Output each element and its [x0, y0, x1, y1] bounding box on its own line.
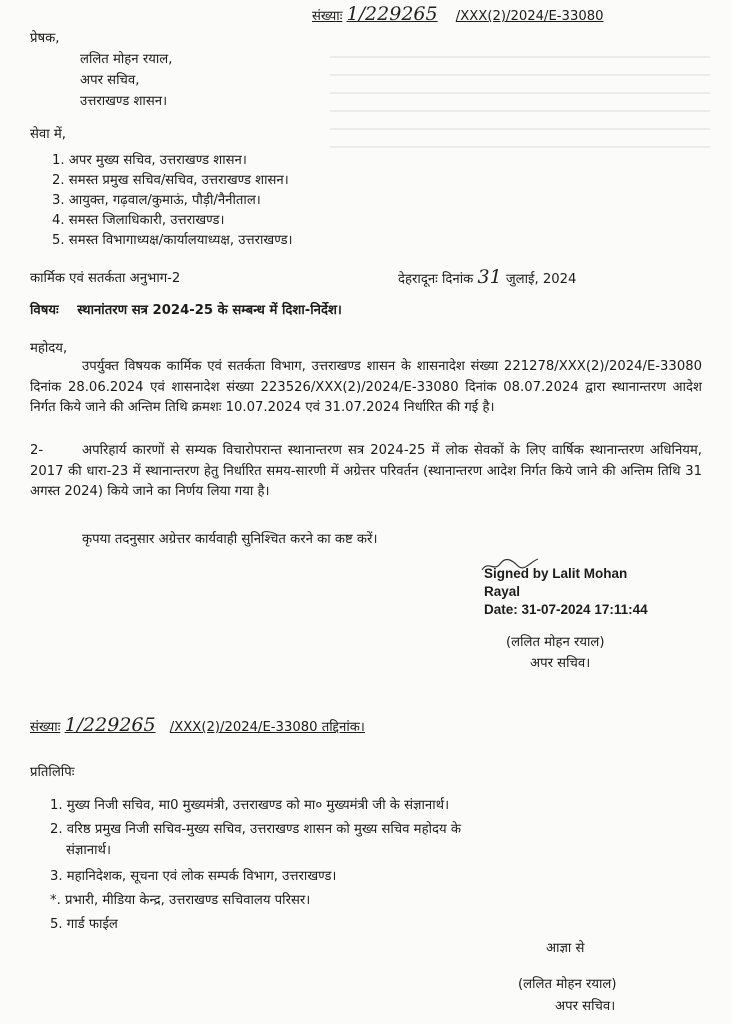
reference-suffix: /XXX(2)/2024/E-33080 तद्दिनांक।: [169, 720, 365, 735]
copy-item: 3. महानिदेशक, सूचना एवं लोक सम्पर्क विभाग, उत्तराखण्ड।: [50, 869, 337, 884]
signature-date: Date: 31-07-2024 17:11:44: [484, 602, 648, 617]
paragraph-2: [30, 441, 702, 503]
copy-item: 1. मुख्य निजी सचिव, मा0 मुख्यमंत्री, उत्तराखण्ड को मा० मुख्यमंत्री जी के संज्ञानार्थ।: [50, 798, 450, 813]
copy-item: 2. वरिष्ठ प्रमुख निजी सचिव-मुख्य सचिव, उत्तराखण्ड शासन को मुख्य सचिव महोदय के: [50, 822, 461, 837]
closing-signatory-designation: अपर सचिव।: [555, 999, 616, 1014]
copy-item: *. प्रभारी, मीडिया केन्द्र, उत्तराखण्ड सचिवालय परिसर।: [50, 893, 311, 908]
sender-designation: अपर सचिव,: [80, 73, 140, 88]
recipient-item: 4. समस्त जिलाधिकारी, उत्तराखण्ड।: [52, 213, 225, 228]
reference-handwritten-number: 1/229265: [64, 714, 156, 736]
sender-office: उत्तराखण्ड शासन।: [80, 94, 168, 109]
by-order: आज्ञा से: [546, 941, 585, 956]
subject-text: स्थानांतरण सत्र 2024-25 के सम्बन्ध में दिशा-निर्देश।: [77, 303, 342, 318]
salutation: महोदय,: [30, 341, 68, 356]
reference-label: संख्याः: [312, 9, 343, 24]
recipient-item: 3. आयुक्त, गढ़वाल/कुमाऊं, पौड़ी/नैनीताल।: [52, 193, 261, 208]
recipient-item: 1. अपर मुख्य सचिव, उत्तराखण्ड शासन।: [52, 153, 247, 168]
signatory-name: (ललित मोहन रयाल): [506, 635, 605, 650]
paragraph-2-text: अपरिहार्य कारणों से सम्यक विचारोपरान्त स्थानान्तरण सत्र 2024-25 में लोक सेवकों के लिए वार्षिक स्थानान्तरण अधिनियम, 2017 की धारा-23 में स्थानान्तरण हेतु निर्धारित समय-सारणी में अग्रेत्तर परिवर्तन (स्थानान्तरण आदेश निर्गत किये जाने की अन्तिम तिथि 31 अगस्त 2024) किये जाने का निर्णय लिया गया है।: [30, 443, 702, 499]
paragraph-1-text: उपर्युक्त विषयक कार्मिक एवं सतर्कता विभाग, उत्तराखण्ड शासन के शासनादेश संख्या 221278/XXX(2)/2024/E-33080 दिनांक 28.06.2024 एवं शासनादेश संख्या 223526/XXX(2)/2024/E-33080 दिनांक 08.07.2024 द्वारा स्थानान्तरण आदेश निर्गत किये जाने की अन्तिम तिथि क्रमशः 10.07.2024 एवं 31.07.2024 निर्धारित की गई है।: [30, 359, 702, 415]
paragraph-3: [30, 530, 702, 551]
signature-signed-by: Signed by Lalit Mohan: [484, 566, 628, 581]
reference-suffix: /XXX(2)/2024/E-33080: [455, 9, 604, 24]
subject-line: [30, 300, 342, 318]
copy-item-continuation: संज्ञानार्थ।: [66, 843, 111, 858]
paragraph-1: [30, 357, 702, 419]
recipient-item: 5. समस्त विभागाध्यक्ष/कार्यालयाध्यक्ष, उत्तराखण्ड।: [52, 233, 293, 248]
date-rest: जुलाई, 2024: [505, 272, 577, 287]
recipients-heading: सेवा में,: [30, 127, 66, 142]
closing-signatory-name: (ललित मोहन रयाल): [518, 977, 617, 992]
signatory-designation: अपर सचिव।: [530, 656, 591, 671]
reference-number-bottom: [30, 714, 365, 736]
section-name: कार्मिक एवं सतर्कता अनुभाग-2: [30, 271, 181, 286]
sender-name: ललित मोहन रयाल,: [80, 52, 173, 67]
copy-heading: प्रतिलिपिः: [30, 765, 75, 780]
date-handwritten-day: 31: [477, 266, 502, 288]
date-line: [398, 266, 576, 288]
paragraph-2-number: 2-: [30, 443, 44, 458]
reference-label: संख्याः: [30, 720, 61, 735]
date-prefix: देहरादूनः दिनांक: [398, 272, 474, 287]
sender-heading: प्रेषक,: [30, 31, 60, 46]
recipient-item: 2. समस्त प्रमुख सचिव/सचिव, उत्तराखण्ड शासन।: [52, 173, 289, 188]
subject-label: विषयः: [30, 303, 59, 318]
copy-item: 5. गार्ड फाईल: [50, 917, 118, 932]
reference-handwritten-number: 1/229265: [346, 3, 438, 25]
reference-number-top: [312, 3, 604, 25]
paragraph-3-text: कृपया तदनुसार अग्रेत्तर कार्यवाही सुनिश्चित करने का कष्ट करें।: [82, 532, 378, 547]
show-through-texture: [330, 40, 710, 160]
signature-name-continued: Rayal: [484, 584, 521, 599]
